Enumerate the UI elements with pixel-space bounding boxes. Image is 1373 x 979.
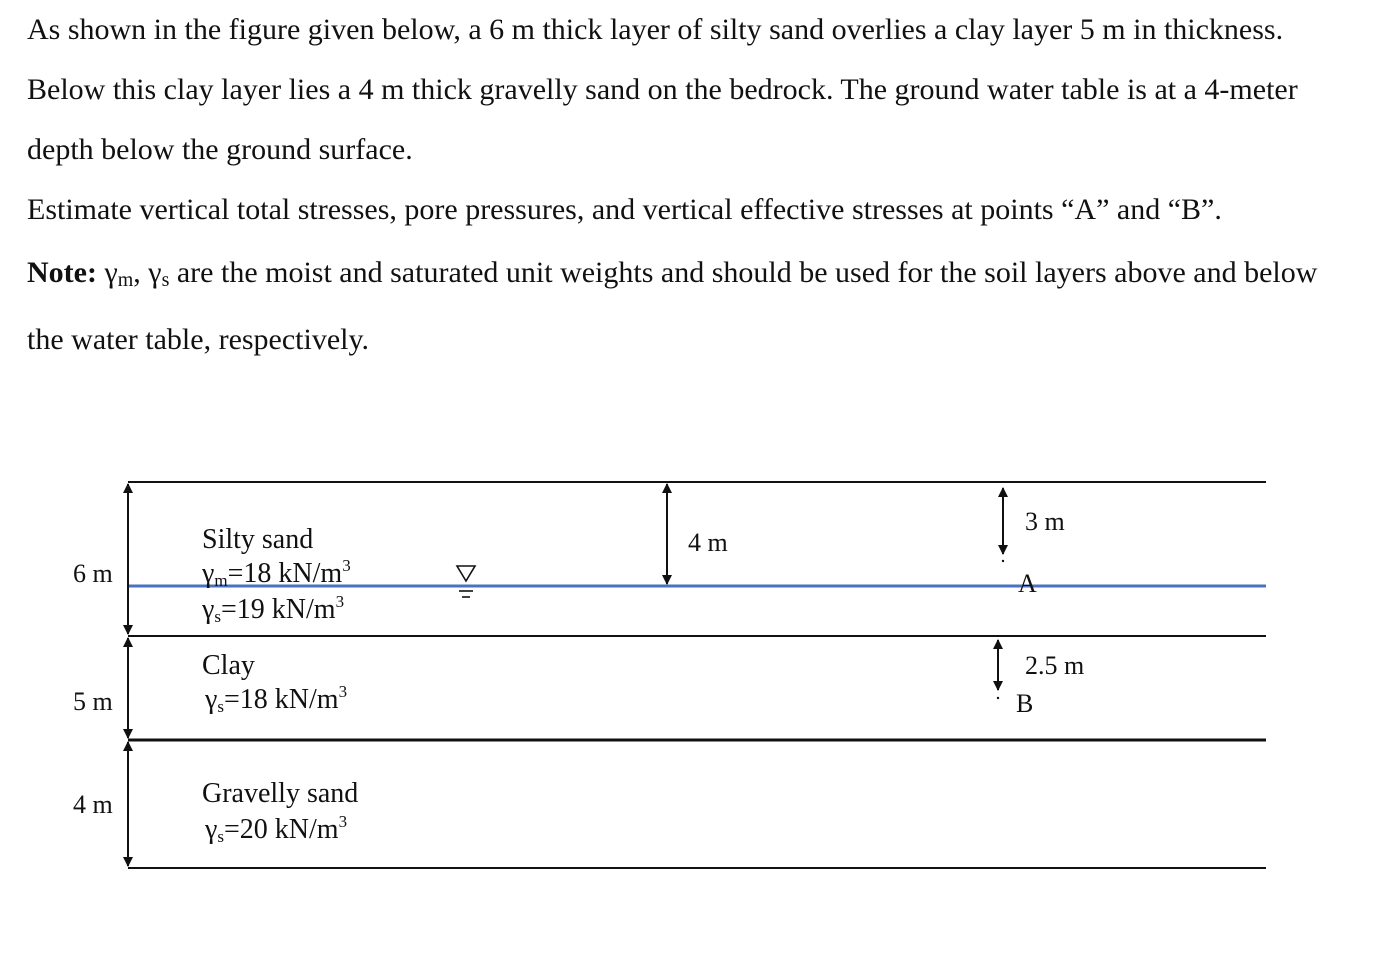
layer-name-clay: Clay [202, 650, 255, 681]
point-a-depth-label: 3 m [1025, 507, 1065, 536]
water-table-depth-label: 4 m [688, 528, 728, 557]
layer-name-gravelly-sand: Gravelly sand [202, 778, 359, 809]
layer-name-silty-sand: Silty sand [202, 524, 314, 555]
point-b-label: B [1016, 689, 1034, 718]
gamma-s-silty-sand: γs=19 $kN/m^3$ [202, 592, 345, 626]
problem-paragraph-2: Estimate vertical total stresses, pore pressures, and vertical effective stresses at points “A” and “B”. [27, 193, 1222, 226]
problem-note [27, 243, 1337, 370]
point-a-label: A [1018, 569, 1037, 598]
note-text: are the moist and saturated unit weights and should be used for the soil layers above and below the water table, respectively. [27, 256, 1318, 356]
note-gamma-s: $\gamma_s$ [148, 256, 170, 291]
gamma-s-gravelly-sand: γs=20 $kN/m^3$ [205, 812, 348, 846]
point-a-marker [1002, 560, 1004, 562]
thickness-label-clay: 5 m [73, 687, 113, 716]
thickness-label-silty-sand: 6 m [73, 559, 113, 588]
note-comma: , [133, 256, 149, 289]
note-gamma-m: $\gamma_m$ [104, 256, 134, 291]
gamma-m-silty-sand: γm=18 $kN/m^3$ [202, 556, 351, 590]
point-b-depth-label: 2.5 m [1025, 651, 1085, 680]
point-b-marker [997, 697, 999, 699]
problem-statement [27, 0, 1337, 370]
water-table-icon [457, 566, 475, 597]
gamma-s-clay: γs=18 $kN/m^3$ [205, 682, 348, 716]
note-label: Note: [27, 256, 97, 289]
soil-profile-figure [0, 440, 1373, 979]
problem-paragraph-1: As shown in the figure given below, a 6 m thick layer of silty sand overlies a clay layer 5 m in thickness. Below this clay layer lies a 4 m thick gravelly sand on the bedrock. The ground water table is at a 4-meter depth below the ground surface. [27, 13, 1298, 166]
thickness-label-gravelly-sand: 4 m [73, 790, 113, 819]
